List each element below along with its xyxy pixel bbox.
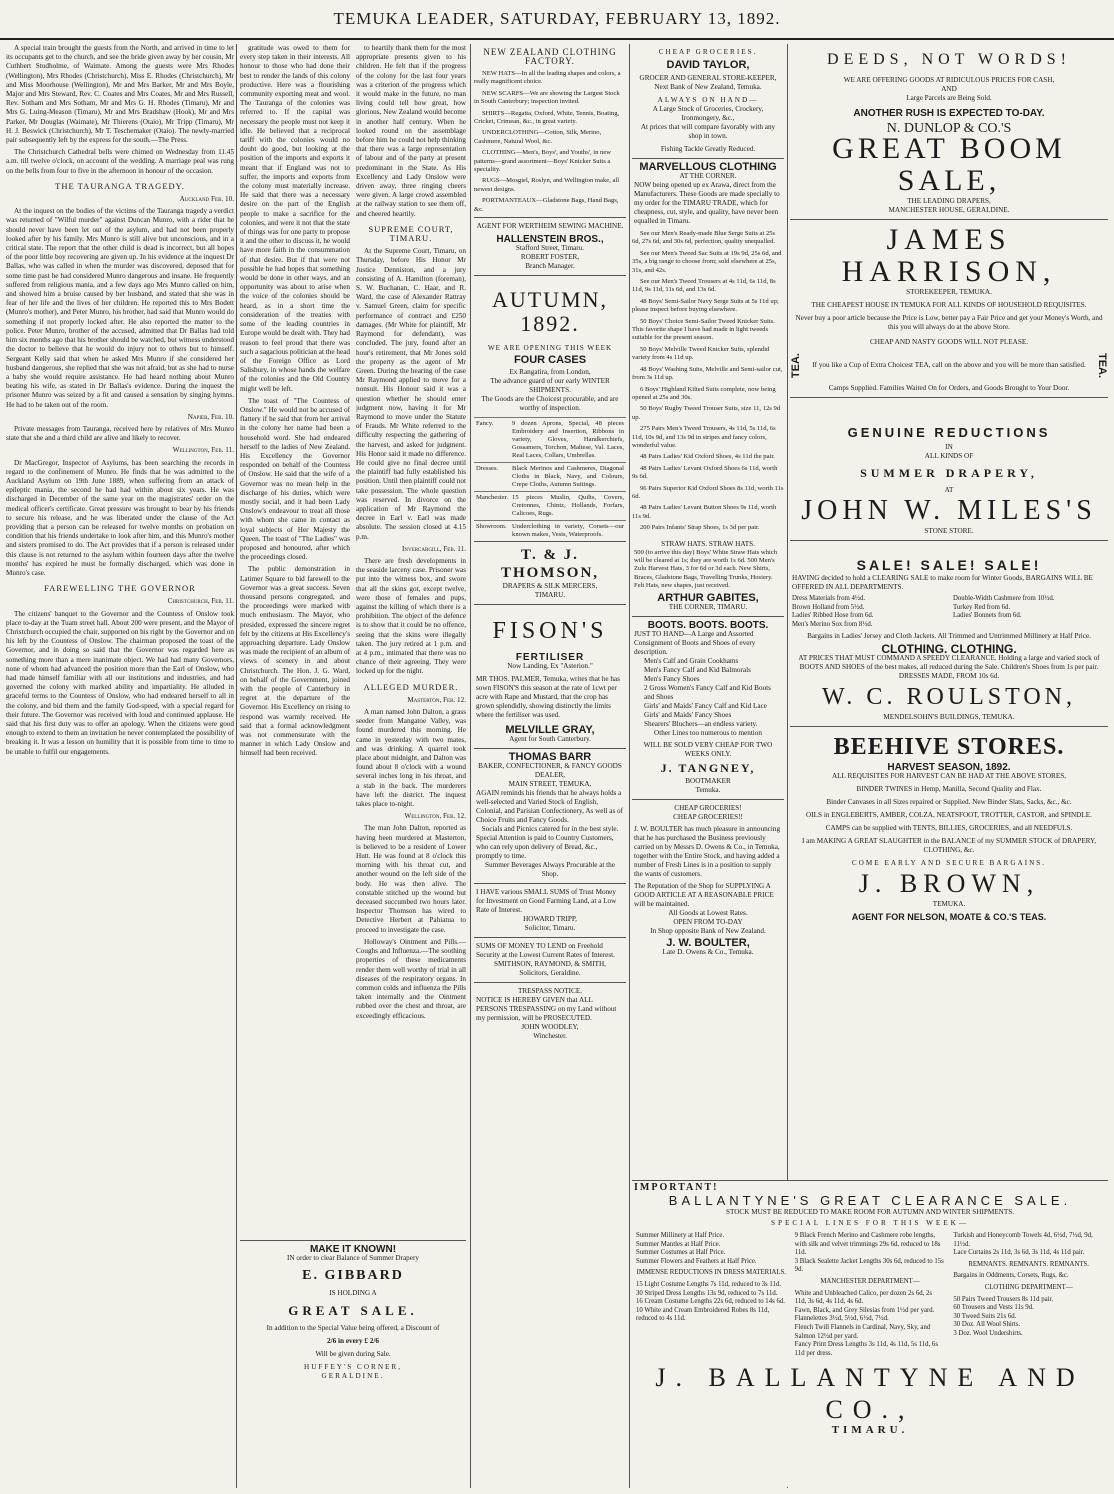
list-item: Lace Curtains 2s 11d, 3s 6d, 3s 11d, 4s 11d pair. xyxy=(953,1249,1085,1257)
advert-text: AGAIN reminds his friends that he always holds a well-selected and Varied Stock of English, Colonial, and Parisian Confectionery, As well as of Choice Fruits and Fancy Goods. xyxy=(476,789,624,825)
groceries-headline: CHEAP GROCERIES!! xyxy=(673,812,743,821)
list-item: See our Men's Tweed Trousers at 4s 11d, 6s 11d, 8s 11d, 9s 11d, 11s 6d, and 13s 6d. xyxy=(632,278,776,294)
discount-text: 2/6 in every £ 2/6 xyxy=(327,1337,379,1345)
tauranga-headline: THE TAURANGA TRAGEDY. xyxy=(55,180,185,191)
advert-title: Branch Manager. xyxy=(525,262,575,271)
table-cell: 9 dozen Aprons, Special, 48 pieces Embroidery and Insertion, Ribbons in variety, Gloves, Handkerchiefs, Gossamers, Torchon, Maltese, Val. Laces, Real Laces, Collars, Umbrellas. xyxy=(510,418,626,463)
advert-text: J. W. BOULTER has much pleasure in announcing that he has purchased the Business previously carried on by Messrs D. Owens & Co., in Temuka, together with the Entire Stock, and having added a number of Fresh Lines is in a position to supply the wants of customers. xyxy=(634,824,781,878)
advert-text: Winchester. xyxy=(533,1032,567,1041)
list-item: See our Men's Tweed Sac Suits at 19s 9d, 25s 6d, and 35s, a big range to choose from; sold elsewhere at 25s, 31s, and 42s. xyxy=(632,249,782,274)
advert-text: The Goods are the Choicest procurable, and are worthy of inspection. xyxy=(481,395,619,413)
advert-text: Now Landing, Ex "Asterion." xyxy=(507,662,593,671)
advert-text: IN order to clear Balance of Summer Drapery xyxy=(287,1254,419,1262)
tangney-name: J. TANGNEY, xyxy=(660,760,756,775)
advert-address: MAIN STREET, TEMUKA, xyxy=(508,780,592,789)
advert-text: BINDER TWINES in Hemp, Manilla, Second Quality and Flax. xyxy=(856,785,1042,794)
dateline: Masterton, Feb. 12. xyxy=(407,695,466,704)
advert-town: TEMUKA. xyxy=(932,900,966,909)
list-item: 275 Pairs Men's Tweed Trousers, 4s 11d, 5s 11d, 6s 11d, 10s 9d, and 13s 9d in stripes and fancy colors, wonderful value. xyxy=(632,425,776,449)
gabites-name: ARTHUR GABITES, xyxy=(657,591,759,604)
advert-text: WE ARE OFFERING GOODS AT RIDICULOUS PRICES FOR CASH, xyxy=(843,76,1055,84)
advert-text: Large Parcels are Being Sold. xyxy=(906,94,992,102)
ballantyne-advert xyxy=(632,1180,1108,1487)
list-item: Girls' and Maids' Fancy Shoes xyxy=(644,710,732,719)
advert-text: All Goods at Lowest Rates. xyxy=(668,908,748,917)
list-item: 9 Black French Merino and Cashmere robe lengths, with silk and velvet trimmings 29s 6d, reduced to 18s 11d. xyxy=(794,1232,941,1257)
advert-text: Ex Rangatira, from London, xyxy=(509,368,591,377)
advert-town: Temuka. xyxy=(695,785,721,794)
advert-text: THE CORNER, TIMARU. xyxy=(668,602,748,611)
harvest-headline: HARVEST SEASON, 1892. xyxy=(887,762,1011,774)
advert-text: At prices that will compare favorably with any shop in town. xyxy=(640,123,776,140)
roulston-name: W. C. ROULSTON, xyxy=(821,684,1077,711)
advert-text: CHEAP AND NASTY GOODS WILL NOT PLEASE. xyxy=(869,338,1029,346)
advert-text: I am MAKING A GREAT SLAUGHTER in the BALANCE of my SUMMER STOCK of DRAPERY, CLOTHING, &c. xyxy=(801,837,1097,855)
table-row xyxy=(474,463,626,492)
advert-text: AT PRICES THAT MUST COMMAND A SPEEDY CLEARANCE. Holding a large and varied stock of BOOTS AND SHOES of the best makes, all reduced during the Sale. Children's Shoes from 1s per pair. DRESSES MADE, FROM 10s 6d. xyxy=(798,654,1100,681)
table-cell: Black Merinos and Cashmeres, Diagonal Cloths in Black, Navy, and Colours, Crepe Cloths, Autumn Suitings. xyxy=(510,463,626,492)
list-item: 3 Doz. Wool Undershirts. xyxy=(953,1329,1023,1337)
advert-text: I HAVE various SMALL SUMS of Trust Money for Investment on Good Farming Land, at a Low Rate of Interest. xyxy=(476,888,617,915)
list-item: Turkey Red from 6d. xyxy=(953,603,1011,611)
ballantyne-town: TIMARU. xyxy=(831,1424,909,1437)
dateline: Christchurch, Feb. 11. xyxy=(167,597,234,606)
straw-headline: STRAW HATS. STRAW HATS. xyxy=(661,539,755,548)
tea-label: TEA. xyxy=(1096,353,1108,379)
list-item: 50 Boys' Choice Semi-Sailor Tweed Knicker Suits. This favorite shape I have had made in light tweeds suitable for the present season. xyxy=(632,317,775,342)
advert-text: COME EARLY AND SECURE BARGAINS. xyxy=(851,859,1047,868)
fison-headline: FISON'S xyxy=(492,618,608,645)
advert-text: THE LEADING DRAPERS, xyxy=(907,197,991,205)
list-item: Ladies' Ribbed Hose from 6d. xyxy=(792,612,874,620)
list-item: 48 Pairs Ladies' Levant Button Shoes 9s 11d, worth 11s 9d. xyxy=(632,504,777,520)
barr-name: THOMAS BARR xyxy=(508,751,592,764)
marvellous-headline: MARVELLOUS CLOTHING xyxy=(639,161,777,173)
advert-text: Camps Supplied. Families Waited On for Orders, and Goods Brought to Your Door. xyxy=(828,384,1070,393)
list-item: 2 Gross Women's Fancy Calf and Kid Boots and Shoes xyxy=(644,683,771,701)
column-2a xyxy=(240,44,350,1234)
clothing-headline: CLOTHING. CLOTHING. xyxy=(881,642,1017,657)
advert-name: SMITHSON, RAYMOND, & SMITH, xyxy=(494,960,606,969)
list-item: Fawn, Black, and Grey Silesias from 1½d per yard. xyxy=(794,1306,935,1314)
advert-text: STOCK MUST BE REDUCED TO MAKE ROOM FOR AUTUMN AND WINTER SHIPMENTS. xyxy=(725,1208,1015,1216)
list-item: PORTMANTEAUX—Gladstone Bags, Hand Bags, &c. xyxy=(474,197,619,213)
list-item: Flench Twill Flannels in Cardinal, Navy, Sky, and Salmon 12½d per yard. xyxy=(794,1323,931,1340)
dateline: Wellington, Feb. 12. xyxy=(404,812,466,821)
advert-text: WE ARE OPENING THIS WEEK xyxy=(487,344,613,353)
list-item: Flannelettes 3½d, 5½d, 6½d, 7½d. xyxy=(794,1315,889,1323)
advert-text: BOOTMAKER xyxy=(685,776,731,785)
advert-text: Summer Beverages Always Procurable at the Shop. xyxy=(485,861,615,879)
list-item: Men's Merino Sox from 8½d. xyxy=(792,620,873,628)
advert-text: Solicitor, Timaru. xyxy=(524,924,576,933)
advert-text: Special Attention is paid to Country Customers, who can rely upon delivery of Bread, &c., promptly to time. xyxy=(476,834,614,861)
advert-text: The advance guard of our early WINTER SHIPMENTS. xyxy=(490,377,610,395)
advert-text: The Reputation of the Shop for SUPPLYING A GOOD ARTICLE AT A REASONABLE PRICE will be maintained. xyxy=(634,881,774,908)
list-item: 50 Boys' Rugby Tweed Trouser Suits, size 11, 12s 9d up. xyxy=(632,405,781,421)
advert-text: AT xyxy=(944,486,954,495)
advert-text: THE CHEAPEST HOUSE IN TEMUKA FOR ALL KINDS OF HOUSEHOLD REQUISITES. xyxy=(811,301,1087,309)
dateline: Auckland Feb. 10. xyxy=(179,195,234,204)
court-article: At the Supreme Court, Timaru, on Thursday, before His Honor Mr Justice Denniston, and a jury consisting of A. Hamilton (foreman), S. W. Buchanan, C. Haar, and R. Ward, the case of Alexander Rattray v. Samuel Green, claim for specific performance of contract and £250 damages. (Mr White for plaintiff, Mr Raymond for defendant), was concluded. The jury, found after an hour's retirement, that Mr Jones sold the property as the agent of Mr Green. During the hearing of the case Mr Raymond applied to move for a nonsuit. His Honour said it was a question whether he should enter judgment now, having it for Mr Raymond to move under the Statute of Frauds. Mr White referred to the difficulty respecting the gathering of the harvest, and asked for judgment. His Honor said it made no difference. He could give no final decree until the plaintiff had fully established his position. Until then plaintiff could not take possession. The whole question was reserved. In divorce on the application of Mr Raymond the decree in Earl v. Earl was made absolute. The session closed at 4.15 p.m. xyxy=(356,247,466,541)
rush-headline: ANOTHER RUSH IS EXPECTED TO-DAY. xyxy=(853,108,1045,119)
advert-text: Late D. Owens & Co., Temuka. xyxy=(662,947,754,956)
remnants-headline: REMNANTS. REMNANTS. REMNANTS. xyxy=(968,1260,1089,1268)
boom-headline: GREAT BOOM SALE, xyxy=(832,132,1066,197)
dunlop-name: N. DUNLOP & CO.'S xyxy=(886,121,1012,136)
advert-text: SUMS OF MONEY TO LEND on Freehold Security at the Lowest Current Rates of Interest. xyxy=(476,942,615,960)
advert-text: In addition to the Special Value being offered, a Discount of xyxy=(266,1324,440,1332)
list-item: Ladies' Bonnets from 6d. xyxy=(953,612,1022,620)
list-item: 30 Doz. All Wool Shirts. xyxy=(953,1321,1021,1329)
clothing-list xyxy=(632,230,784,533)
advert-text: IS HOLDING A xyxy=(329,1289,377,1297)
list-item: Men's Fancy Calf and Kid Balmorals xyxy=(644,665,751,674)
list-item: 60 Trousers and Vests 11s 9d. xyxy=(953,1304,1034,1312)
list-item: 6 Boys' Highland Kilted Suits complete, now being opened at 25s and 30s. xyxy=(632,385,776,401)
four-cases: FOUR CASES xyxy=(513,354,587,367)
list-item: Summer Flowers and Feathers at Half Price. xyxy=(636,1257,757,1265)
wellington-article-2: The man John Dalton, reported as having been murdered at Masterton, is believed to be a resident of Lower Hutt. He was found at 8 o'clock this morning with his throat cut, and another wound on the left side of the body. He was then alive. The constable stitched up the wound but deceased succumbed two hours later. Inspector Thomson has wired to Detective Herbert at Pahiatua to proceed to investigate the case. xyxy=(356,824,466,934)
court-headline: SUPREME COURT, TIMARU. xyxy=(368,223,454,244)
column-rule xyxy=(236,44,237,1488)
list-item: Girls' and Maids' Fancy Calf and Kid Lace xyxy=(644,701,767,710)
article-continued: gratitude was owed to them for every step taken in their interests. All honour to those who had done their best to render the lands of this colony productive. Here was a flourishing community exporting meat and wool. The Tauranga of the colonies was referred to. If the capital was necessary the people must not keep it idle. He believed that a reciprocal tariff with the colonies would no doubt do good, but looking at the position of the imports and exports it meant that if England was not to suffer, the imports and exports from the colony must materially increase. He said that there was a necessary desire on the part of the English people to make a sacrifice for the colonies, and were it not that the state of things was for one party to propose it and the other to discuss it, he would have more faith in the consummation of that desire. But if that were not possible he had hopes that something would be done in other ways, and an opportunity was about to arise when the voice of the colonies should be heard, as in a short time the consideration of the treaties with some of the leading countries in Europe would be dealt with. They had reason to feel proud that there was such a sagacious politician at the head of the Foreign Office as Lord Salisbury, in whose hands the welfare of the colonies and the Old Country might well be left. xyxy=(240,44,350,393)
list-item: Fancy Print Dress Lengths 3s 11d, 4s 11d, 5s 11d, 6s 11d per dress. xyxy=(794,1341,938,1357)
table-cell: Underclothing in variety, Corsets—our known makes, Vests, Waterproofs. xyxy=(510,521,626,542)
genuine-headline: GENUINE REDUCTIONS xyxy=(847,425,1051,441)
advert-address: MENDELSOHN'S BUILDINGS, TEMUKA. xyxy=(883,713,1015,722)
advert-text: AT THE CORNER. xyxy=(679,172,737,180)
napier-article: Private messages from Tauranga, received here by relatives of Mrs Munro state that she and a third child are alive and likely to recover. xyxy=(6,424,234,443)
dateline: Wellington, Feb. 11. xyxy=(172,446,234,455)
manchester-headline: MANCHESTER DEPARTMENT— xyxy=(820,1277,920,1285)
dateline: Invercargill, Feb. 11. xyxy=(402,544,466,553)
autumn-headline: AUTUMN, 1892. xyxy=(491,287,609,337)
tea-label: TEA. xyxy=(790,353,802,379)
masthead: TEMUKA LEADER, SATURDAY, FEBRUARY 13, 1892. xyxy=(0,0,1114,40)
advert-text: Never buy a poor article because the Price is Low, better pay a Fair Price and get your Money's Worth, and this you will always do at the above Store. xyxy=(795,314,1103,331)
list-item: Men's Calf and Grain Cookhams xyxy=(644,656,739,665)
murder-headline: ALLEGED MURDER. xyxy=(363,681,459,692)
thomson-name: T. & J. THOMSON, xyxy=(500,547,600,582)
advert-text: If you like a Cup of Extra Choicest TEA, call on the above and you will be more than satisfied. xyxy=(812,361,1086,370)
advert-text: ALWAYS ON HAND— xyxy=(657,96,759,104)
list-item: 48 Boys' Washing Suits, Melville and Semi-sailor cut, from 3s 11d up. xyxy=(632,365,783,382)
advert-text: Bargains in Ladies' Jersey and Cloth Jackets. All Trimmed and Untrimmed Millinery at Half Price. xyxy=(807,632,1091,641)
dateline: Napier, Feb. 10. xyxy=(187,412,234,421)
taylor-name: DAVID TAYLOR, xyxy=(666,59,750,71)
advert-text: A Large Stock of Groceries, Crockery, Ironmongery, &c., xyxy=(652,105,764,122)
advert-address: Stafford Street, Timaru. xyxy=(515,244,585,253)
list-item: Summer Mantles at Half Price. xyxy=(636,1240,721,1248)
list-item: See our Men's Ready-made Blue Serge Suits at 25s 6d, 27s 6d, and 30s 6d, perfection, quality unequalled. xyxy=(632,230,776,246)
advert-text: MR THOS. PALMER, Temuka, writes that he has sown FISON'S this season at the rate of 1cwt per acre with Rape and Mustard, that the crop has grown splendidly, showing distinctly the limits where the fertiliser was used. xyxy=(476,675,620,720)
hallenstein-name: HALLENSTEIN BROS., xyxy=(496,234,604,246)
column-rule xyxy=(629,44,630,1488)
list-item: NEW HATS—In all the leading shapes and colors, a really magnificent choice. xyxy=(474,70,621,86)
list-item: 48 Boys' Semi-Sailor Navy Serge Suits at 5s 11d up; please inspect before buying elsewhere. xyxy=(632,297,779,314)
clothing-dept-headline: CLOTHING DEPARTMENT— xyxy=(984,1283,1073,1291)
advert-text: NOTICE IS HEREBY GIVEN that ALL PERSONS TRESPASSING on my Land without my permission, will be PROSECUTED. xyxy=(476,996,617,1023)
list-item: UNDERCLOTHING—Cotton, Silk, Merino, Cashmere, Natural Wool, &c. xyxy=(474,129,602,145)
column-2b xyxy=(356,44,466,1234)
advert-name: ROBERT FOSTER, xyxy=(520,253,580,262)
brown-name: J. BROWN, xyxy=(858,869,1040,899)
gibbard-name: E. GIBBARD xyxy=(302,1268,404,1283)
farewell-headline: FAREWELLING THE GOVERNOR xyxy=(44,583,196,594)
advert-text: In Shop opposite Bank of New Zealand. xyxy=(650,926,766,935)
article-continued: The toast of "The Countess of Onslow." He would not be accused of flattery if he said that from her arrival in the colony her name had been a household word. She had endeared herself to the ladies of New Zealand. His Excellency the Governor responded on behalf of the Countess of Onslow. He said that the wife of a Governor was no mean help in the discharge of his duties, which were mostly social, and it had been Lady Onslow's endeavour to treat all those with whom she came in contact as loyal subjects of Her Majesty the Queen. The toast of "The Ladies" was proposed and honoured, after which the proceedings closed. xyxy=(240,396,350,562)
advert-address: Next Bank of New Zealand, Temuka. xyxy=(654,83,762,91)
advert-text: SPECIAL LINES FOR THIS WEEK— xyxy=(770,1219,970,1227)
trespass-headline: TRESPASS NOTICE. xyxy=(517,987,583,996)
ballantyne-name: J. BALLANTYNE AND CO., xyxy=(655,1363,1085,1425)
harrison-name: JAMES HARRISON, xyxy=(841,223,1057,288)
advert-town: TIMARU. xyxy=(534,591,566,600)
advert-text: STOREKEEPER, TEMUKA. xyxy=(906,288,992,296)
list-item: Brown Holland from 5½d. xyxy=(792,603,865,611)
advert-text: ALL REQUISITES FOR HARVEST CAN BE HAD AT THE ABOVE STORES, xyxy=(831,772,1067,781)
melville-name: MELVILLE GRAY, xyxy=(505,724,595,737)
list-item: 16 Cream Costume Lengths 22s 6d, reduced to 14s 6d. xyxy=(636,1298,785,1306)
list-item: 10 White and Cream Embroidered Robes 8s 11d, reduced to 4s 11d. xyxy=(636,1306,770,1323)
list-item: RUGS—Mosgiel, Roslyn, and Wellington make, all newest designs. xyxy=(474,177,620,193)
column-rule xyxy=(470,44,471,1488)
list-item: 50 Pairs Tweed Trousers 8s 11d pair. xyxy=(953,1295,1054,1303)
goods-table xyxy=(474,417,626,541)
advert-text: 500 (to arrive this day) Boys' White Straw Hats which will be cleared at 1s; they are worth 1s 6d. 500 Men's Zulu Harvest Hats, 3 for 6d or 3d each. New Shirts, Braces, Gladstone Bags, Travelling Trunks, Hosiery. Felt Hats, new shapes, just received. xyxy=(634,548,777,590)
list-item: Dress Materials from 4½d. xyxy=(792,595,866,603)
advert-text: JUST TO HAND—A Large and Assorted Consignment of Boots and Shoes of every description. xyxy=(634,629,756,656)
list-item: Double-Width Cashmere from 10½d. xyxy=(953,595,1055,603)
list-item: 96 Pairs Superior Kid Oxford Shoes 8s 11d, worth 11s 6d. xyxy=(632,484,784,500)
summer-drapery: SUMMER DRAPERY, xyxy=(860,466,1038,481)
list-item: Summer Costumes at Half Price. xyxy=(636,1249,726,1257)
groceries-headline: CHEAP GROCERIES. xyxy=(658,48,758,56)
advert-town: GERALDINE. xyxy=(321,1372,385,1380)
advert-address: HUFFEY'S CORNER, xyxy=(304,1363,402,1371)
advert-text: ALL KINDS OF xyxy=(924,452,974,461)
advert-text: Binder Canvases in all Sizes repaired or Supplied. New Binder Slats, Sacks, &c., &c. xyxy=(826,798,1072,807)
list-item: Turkish and Honeycomb Towels 4d, 6½d, 7½d, 9d, 11½d. xyxy=(953,1232,1093,1248)
advert-text: Bargains in Oddments, Corsets, Rugs, &c. xyxy=(953,1272,1069,1280)
article-continued: to heartily thank them for the most appropriate presents given to his children. He felt that if the progress of the colony for the last four years was a criterion of the progress which it would make in the future, no man living could tell how great, how glorious, New Zealand would become in another half century. When he looked round on the assemblage before him he could not help thinking that there was a large representation of labour and of the party at present predominant in the State. As His Excellency and Lady Onslow were driven away, three ringing cheers were given. A large crowd assembled at the railway station to see them off, and cheered heartily. xyxy=(356,44,466,218)
table-cell: Fancy. xyxy=(474,418,510,463)
nz-clothing-headline: NEW ZEALAND CLOTHING FACTORY. xyxy=(483,47,617,66)
wellington-article: Dr MacGregor, Inspector of Asylums, has been searching the records in regard to the confinement of Munro. He finds that he was admitted to the Auckland Asylum on 19th June 1889, when suffering from an attack of epileptic mania, the second he had had within about six years. He was discharged in December of the same year on the magistrates' order on the medical officer's certificate. Great pressure was brought to bear by his friends to secure his release, and he was liberated under the clause of the Act providing that a person can be released for twelve months on probation on condition that his friends undertake to look after him, and this Munro's mother and sisters promised to do. The Act provides that if a person is released under this clause is not returned to the asylum within fourteen days after the twelve months' has expired he must be formally discharged, which was done in Munro's case. xyxy=(6,458,234,577)
column-3 xyxy=(474,44,626,1484)
list-item: 50 Boys' Melville Tweed Knicker Suits, splendid variety from 4s 11d up. xyxy=(632,345,770,362)
list-item: NEW SCARFS—We are showing the Largest Stock in South Canterbury; inspection invited. xyxy=(474,89,620,106)
advert-text: CAMPS can be supplied with TENTS, BILLIES, GROCERIES, and all NEEDFULS. xyxy=(825,824,1073,833)
list-item: 30 Tweed Suits 21s 6d. xyxy=(953,1312,1017,1320)
table-row xyxy=(474,418,626,463)
wedding-article: A special train brought the guests from the North, and arrived in time to let its occupants get to the church, and see the bride given away by her cousin, Mr Cuthbert Studholme, of Waimate. Among the guests were Mrs Rhodes (Wellington), Mrs Rhodes (Christchurch), Miss E. Rhodes (Christchurch), Mr and Miss Moorhouse (Wellington), Mr and Mrs Barker, Mr and Mrs Boyle, Major and Mrs Steward, Rev. C. Coates and Mrs Coates, Mr and Mrs Russell, Rev. Sotham and Mrs Sotham, Mr and Mrs G. H. Rhodes (Timaru), Mr and Mrs G. Luing-Meason (Timaru), Mr and Mrs Bradshaw (Hook), Mr and Mrs Parker, Mr Douglas (Waimate), Mr Thierens (Otaio), Mr Tripp (Timaru), Mr H. J. Beswick (Christchurch), Mr T. Teschemaker (Otaio). The newly-married pair subsequently left by the express for the south.—The Press. xyxy=(6,44,234,145)
list-item: Summer Millinery at Half Price. xyxy=(636,1232,725,1239)
list-item: Men's Fancy Shoes xyxy=(644,674,700,683)
table-row xyxy=(474,492,626,521)
article-continued: The public demonstration in Latimer Square to bid farewell to the Governor was a great success. Seven thousand persons congregated, and the proceedings were marked with much enthusiasm. The Mayor, who presided, expressed the sincere regret felt by the citizens at His Excellency's approaching departure. Lady Onslow was made the recipient of an album of views of scenery in and about Christchurch. The Hon. J. G. Ward, on behalf of the Government, joined with the people of Canterbury in regret at the departure of the Governor. His Excellency on rising to respond was warmly received. He said that a formal acknowledgment was not commensurate with the manner in which Lady Onslow and himself had been received. xyxy=(240,565,350,758)
advert-text: Agent for South Canterbury. xyxy=(509,735,591,744)
advert-text: Socials and Picnics catered for in the best style. xyxy=(481,825,619,834)
advert-text: HAVING decided to hold a CLEARING SALE to make room for Winter Goods, BARGAINS WILL BE OFFERED IN ALL DEPARTMENTS. xyxy=(792,574,1093,592)
bells-article: The Christchurch Cathedral bells were chimed on Wednesday from 11.45 a.m. till twelve o'clock, on account of the wedding. A marriage peal was rung on the bells from four to five in the afternoon in honour of the occasion. xyxy=(6,148,234,175)
make-it-known: MAKE IT KNOWN! xyxy=(309,1244,397,1255)
advert-text: Solicitors, Geraldine. xyxy=(519,969,581,978)
miles-name: JOHN W. MILES'S xyxy=(801,495,1097,527)
tauranga-article: At the inquest on the bodies of the victims of the Tauranga tragedy a verdict was returned of "Wilful murder" against Duncan Munro, with a rider that he should never have been let out of the asylum, and had not been properly looked after by his family. Mrs Munro is still alive but unconscious, and in a critical state. The report that the other child is dead is incorrect, but all hopes of the poor little boy recovering are given up. In his evidence at the inquest Dr Ballas, who was called in when the murder was discovered, deposed that for some time past he had considered Munro dangerous and insane. He frequently suffered from religious mania, and a few days ago Mrs Munro called on him, and showed him a bruise caused by her husband, and stated that she was in fear of her life and the lives of her children. He reported this to Mrs Bodett (Munro's mother), and Peter Munro, his brother, had said that Munro would do something if not properly locked after. He also reported the matter to the police. Peter Munro, brother of the accused, admitted that Dr Ballas had told him six months ago that his brother should be watched, but witness understood the doctor to believe that he would do injury not to others but to himself. Sergeant Kelly said that when he asked Mrs Munro if she considered her husband dangerous, she replied that she was not afraid, but as she had to nurse a baby she would require assistance. He had heard nothing about Munro beating his wife, as stated in Dr Ballas's evidence. During the inquest the prisoner Munro was seized by a fit and caused a sensation by singing hymns. He had to be taken out of the room. xyxy=(6,207,234,409)
table-row xyxy=(474,521,626,542)
advert-name: HOWARD TRIPP, xyxy=(523,915,577,924)
boots-headline: BOOTS. BOOTS. BOOTS. xyxy=(647,619,769,631)
advert-text: NOW being opened up ex Arawa, direct from the Manufacturers. These Goods are made specially to my order for the TIMARU TRADE, which for cheapness, cut, style, and quality, have never been equalled in Timaru. xyxy=(634,181,780,225)
advert-text: Will be given during Sale. xyxy=(315,1350,391,1358)
immense-headline: IMMENSE REDUCTIONS IN DRESS MATERIALS. xyxy=(636,1269,787,1277)
list-item: 48 Pairs Ladies' Levant Oxford Shoes 6s 11d, worth 9s 6d. xyxy=(632,464,778,481)
table-cell: Dresses. xyxy=(474,463,510,492)
advert-text: AND xyxy=(941,85,957,93)
wertheim-text: AGENT FOR WERTHEIM SEWING MACHINE. xyxy=(476,222,624,231)
boulter-name: J. W. BOULTER, xyxy=(666,936,750,949)
advert-text: GROCER AND GENERAL STORE-KEEPER, xyxy=(639,74,777,82)
murder-article: A man named John Dalton, a grass seeder from Mangatoe Valley, was found murdered this morning. He came in yesterday with two mates, and was drinking. A quarrel took place about midnight, and Dalton was found about 8 o'clock with a wound several inches long in his throat, and a stab in the back. The murderers have left the district. The inquest takes place to-night. xyxy=(356,708,466,809)
list-item: Shearers' Bluchers—an endless variety. xyxy=(644,719,758,728)
list-item: SHIRTS—Regatta, Oxford, White, Tennis, Boating, Cricket, Crimean, &c., in great variety. xyxy=(474,109,620,126)
fertiliser-headline: FERTILISER xyxy=(515,652,585,664)
list-item: 30 Striped Dress Lengths 13s 9d, reduced to 7s 11d. xyxy=(636,1289,778,1297)
advert-text: WILL BE SOLD VERY CHEAP FOR TWO WEEKS ONLY. xyxy=(643,740,773,758)
advert-text: Fishing Tackle Greatly Reduced. xyxy=(660,145,756,153)
beehive-headline: BEEHIVE STORES. xyxy=(833,734,1065,761)
ballantyne-headline: BALLANTYNE'S GREAT CLEARANCE SALE. xyxy=(668,1193,1072,1208)
advert-text: OPEN FROM TO-DAY xyxy=(673,917,743,926)
table-cell: 15 pieces Muslin, Quilts, Covers, Cretonnes, Chintz, Hollands, Forfars, Calicoes, Rugs. xyxy=(510,492,626,521)
list-item: 3 Black Sealette Jacket Lengths 30s 6d, reduced to 15s 9d. xyxy=(794,1257,944,1274)
great-sale: GREAT SALE. xyxy=(288,1303,418,1318)
advert-text: BAKER, CONFECTIONER, & FANCY GOODS DEALER, xyxy=(478,762,622,780)
advert-address: MANCHESTER HOUSE, GERALDINE. xyxy=(888,206,1010,214)
list-item: 200 Pairs Infants' Strap Shoes, 1s 3d per pair. xyxy=(640,524,760,532)
important-headline: IMPORTANT! xyxy=(634,1182,719,1193)
list-item: 15 Light Costume Lengths 7s 11d, reduced to 3s 11d. xyxy=(636,1280,782,1288)
table-cell: Manchester. xyxy=(474,492,510,521)
farewell-article: The citizens' banquet to the Governor and the Countess of Onslow took place to-day at the Tuam street hall. About 200 were present, and the Mayor of Christchurch occupied the chair, supported on his right by the Governor and on his left by the Countess of Onslow. The chairman proposed the toast of the Governor, and in doing so said that the Governor was regarded here as something more than a mere inanimate object. We had had many Governors, none of whom had advanced the position more than the Earl of Onslow, who had made himself familiar with all our institutions and industries, and had governed the colony with marked ability and impartiality. He alluded in graceful terms to the Countess of Onslow, who had endeared herself to all in the colony, and bid them and the family God-speed, with a special regard for their future. The Governor was received with loud and continued applause. He said that his first duty was to offer an apology. When the citizens were good enough to extend to them an invitation he never contemplated the possibility of breaking it. It was a lesson on humility that it is possible from time to time to be unable to fulfil our engagements. xyxy=(6,609,234,756)
deeds-headline: DEEDS, NOT WORDS! xyxy=(827,51,1071,68)
list-item: 48 Pairs Ladies' Kid Oxford Shoes, 4s 11d the pair. xyxy=(640,453,775,461)
advert-text: OILS in ENGLEBERTS, AMBER, COLZA, NEATSFOOT, TROTTER, CASTOR, and SPINDLE. xyxy=(806,811,1092,820)
advert-text: DRAPERS & SILK MERCERS, xyxy=(502,582,598,591)
advert-name: JOHN WOODLEY, xyxy=(521,1023,579,1032)
sale-headline: SALE! SALE! SALE! xyxy=(856,557,1042,574)
advert-text: Other Lines too numerous to mention xyxy=(654,728,762,737)
nz-clothing-list xyxy=(474,70,626,214)
holloway-advert: Holloway's Ointment and Pills.—Coughs and Influenza.—The soothing properties of these medicaments render them well worthy of trial in all diseases of the respiratory organs. In common colds and influenza the Pills taken internally and the Ointment rubbed over the chest and throat, are exceedingly efficacious. xyxy=(356,937,466,1020)
agent-text: AGENT FOR NELSON, MOATE & CO.'S TEAS. xyxy=(851,912,1047,923)
advert-text: STONE STORE. xyxy=(924,527,974,536)
list-item: White and Unbleached Calico, per dozen 2s 6d, 2s 11d, 3s 6d, 4s 11d, 4s 6d. xyxy=(794,1289,933,1306)
invercargill-article: There are fresh developments in the seaside larceny case. Prisoner was put into the witness box, and swore that all the skins got, except twelve, were those of females and pups, against the killing of which there is a prohibition. The object of the defence is to show that it could be no offence, seeing that the skins were illegally taken. The jury retired at 1 p.m. and at 4 p.m., intimated that there was no chance of their agreeing. They were locked up for the night. xyxy=(356,556,466,676)
gibbard-advert xyxy=(240,1240,466,1481)
advert-text: IN xyxy=(945,443,953,452)
column-1 xyxy=(6,44,234,1484)
list-item: CLOTHING—Men's, Boys', and Youths', in new patterns—grand assortment—Boys' Knicker Suits a speciality. xyxy=(474,149,612,174)
table-cell: Showroom. xyxy=(474,521,510,542)
groceries-headline: CHEAP GROCERIES! xyxy=(674,803,742,812)
